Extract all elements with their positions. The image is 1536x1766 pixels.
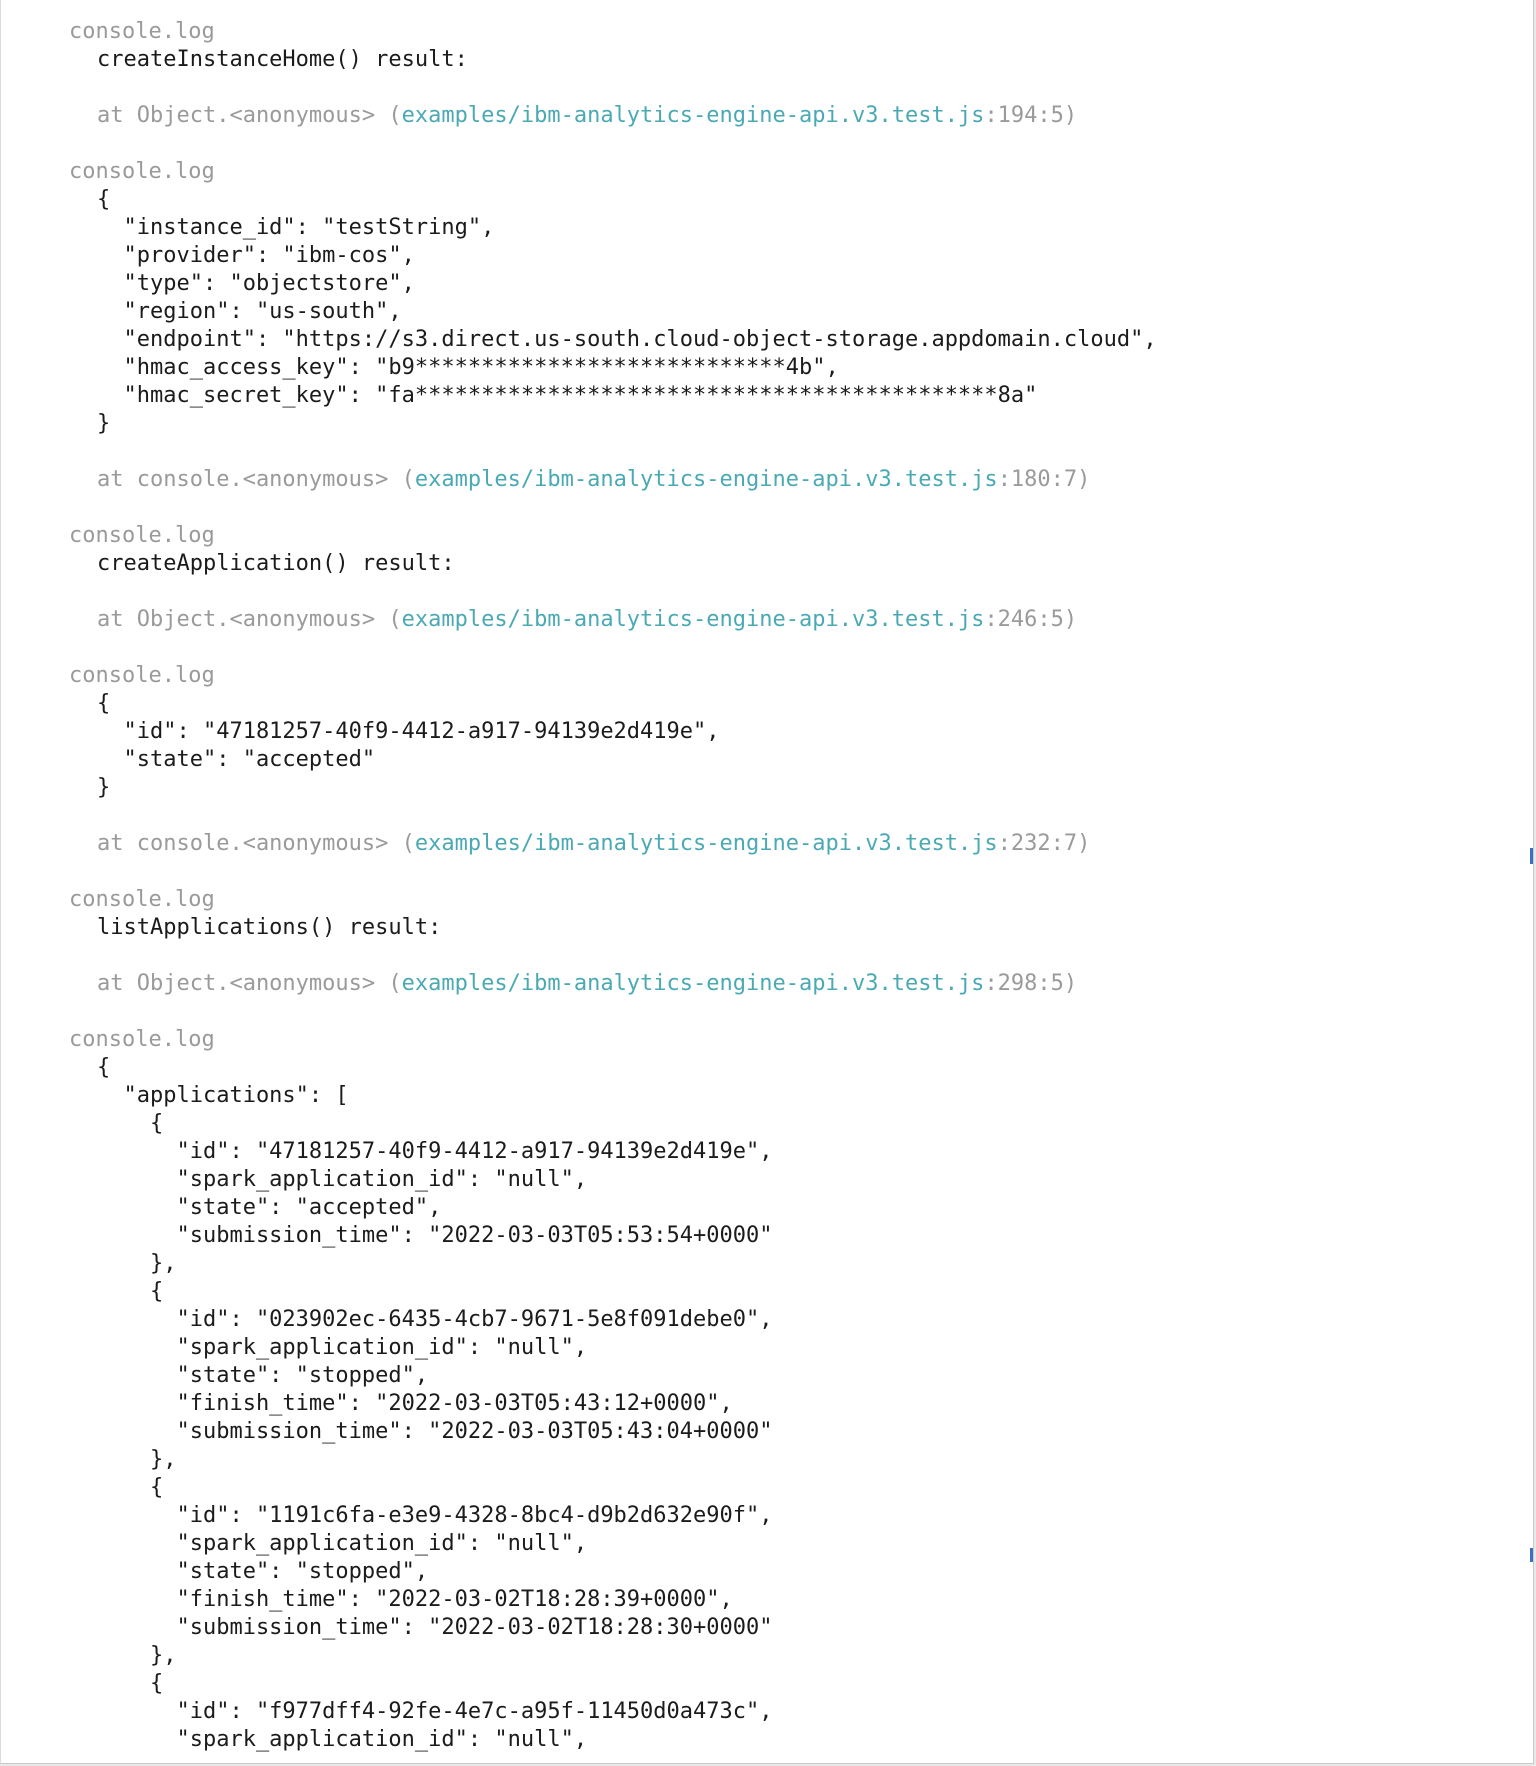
log-line: "instance_id": "testString", [97, 215, 495, 240]
log-line: "state": "accepted" [97, 747, 376, 772]
log-line: "submission_time": "2022-03-03T05:43:04+0000" [97, 1419, 773, 1444]
stack-trace [69, 466, 1533, 494]
blank-line [69, 858, 1533, 886]
log-line: "type": "objectstore", [97, 271, 415, 296]
log-line: "applications": [ [97, 1083, 349, 1108]
log-label: console.log [69, 1027, 215, 1052]
log-line: { [97, 1475, 164, 1500]
log-line: }, [97, 1251, 177, 1276]
console-output [69, 18, 1533, 1754]
blank-line [69, 130, 1533, 158]
trace-file-link[interactable]: examples/ibm-analytics-engine-api.v3.test.js [401, 103, 985, 128]
log-line: } [97, 775, 111, 800]
log-line: createApplication() result: [97, 551, 455, 576]
trace-file-link[interactable]: examples/ibm-analytics-engine-api.v3.test.js [414, 467, 998, 492]
log-line: "hmac_access_key": "b9****************************4b", [97, 355, 839, 380]
trace-suffix: :232:7) [997, 831, 1091, 856]
blank-line [69, 802, 1533, 830]
log-line: { [97, 1671, 164, 1696]
trace-prefix: at console.<anonymous> ( [97, 467, 415, 492]
trace-suffix: :246:5) [984, 607, 1078, 632]
log-line: "spark_application_id": "null", [97, 1727, 588, 1752]
log-line: "id": "1191c6fa-e3e9-4328-8bc4-d9b2d632e90f", [97, 1503, 773, 1528]
log-line: { [97, 691, 111, 716]
trace-prefix: at Object.<anonymous> ( [97, 103, 402, 128]
log-label: console.log [69, 663, 215, 688]
log-entry [69, 1026, 1533, 1754]
log-line: "submission_time": "2022-03-02T18:28:30+0000" [97, 1615, 773, 1640]
blank-line [69, 578, 1533, 606]
log-line: "state": "accepted", [97, 1195, 442, 1220]
log-entry [69, 18, 1533, 158]
log-label: console.log [69, 887, 215, 912]
log-line: "id": "023902ec-6435-4cb7-9671-5e8f091debe0", [97, 1307, 773, 1332]
log-line: "id": "47181257-40f9-4412-a917-94139e2d419e", [97, 719, 720, 744]
stack-trace [69, 606, 1533, 634]
log-line: "spark_application_id": "null", [97, 1167, 588, 1192]
blank-line [69, 438, 1533, 466]
log-line: listApplications() result: [97, 915, 442, 940]
log-line: "spark_application_id": "null", [97, 1531, 588, 1556]
log-line: "hmac_secret_key": "fa********************************************8a" [97, 383, 1038, 408]
trace-suffix: :298:5) [984, 971, 1078, 996]
log-label: console.log [69, 523, 215, 548]
trace-prefix: at Object.<anonymous> ( [97, 971, 402, 996]
log-label: console.log [69, 159, 215, 184]
log-line: "id": "47181257-40f9-4412-a917-94139e2d419e", [97, 1139, 773, 1164]
log-line: { [97, 1055, 111, 1080]
log-line: { [97, 187, 111, 212]
trace-file-link[interactable]: examples/ibm-analytics-engine-api.v3.test.js [401, 607, 985, 632]
trace-file-link[interactable]: examples/ibm-analytics-engine-api.v3.test.js [414, 831, 998, 856]
log-line: "endpoint": "https://s3.direct.us-south.cloud-object-storage.appdomain.cloud", [97, 327, 1157, 352]
trace-prefix: at console.<anonymous> ( [97, 831, 415, 856]
log-line: "provider": "ibm-cos", [97, 243, 415, 268]
trace-prefix: at Object.<anonymous> ( [97, 607, 402, 632]
log-line: "state": "stopped", [97, 1559, 429, 1584]
log-label: console.log [69, 19, 215, 44]
log-line: "finish_time": "2022-03-02T18:28:39+0000", [97, 1587, 733, 1612]
stack-trace [69, 970, 1533, 998]
trace-suffix: :180:7) [997, 467, 1091, 492]
blank-line [69, 494, 1533, 522]
blank-line [69, 634, 1533, 662]
stack-trace [69, 102, 1533, 130]
blank-line [69, 74, 1533, 102]
log-line: "region": "us-south", [97, 299, 402, 324]
log-entry [69, 662, 1533, 886]
blank-line [69, 942, 1533, 970]
log-line: { [97, 1111, 164, 1136]
log-line: createInstanceHome() result: [97, 47, 468, 72]
log-line: "submission_time": "2022-03-03T05:53:54+0000" [97, 1223, 773, 1248]
log-entry [69, 886, 1533, 1026]
log-entry [69, 522, 1533, 662]
log-line: }, [97, 1643, 177, 1668]
log-line: "id": "f977dff4-92fe-4e7c-a95f-11450d0a473c", [97, 1699, 773, 1724]
log-line: }, [97, 1447, 177, 1472]
log-line: "spark_application_id": "null", [97, 1335, 588, 1360]
log-line: "finish_time": "2022-03-03T05:43:12+0000", [97, 1391, 733, 1416]
log-line: } [97, 411, 111, 436]
log-line: "state": "stopped", [97, 1363, 429, 1388]
log-line: { [97, 1279, 164, 1304]
trace-suffix: :194:5) [984, 103, 1078, 128]
blank-line [69, 998, 1533, 1026]
trace-file-link[interactable]: examples/ibm-analytics-engine-api.v3.test.js [401, 971, 985, 996]
stack-trace [69, 830, 1533, 858]
log-entry [69, 158, 1533, 522]
